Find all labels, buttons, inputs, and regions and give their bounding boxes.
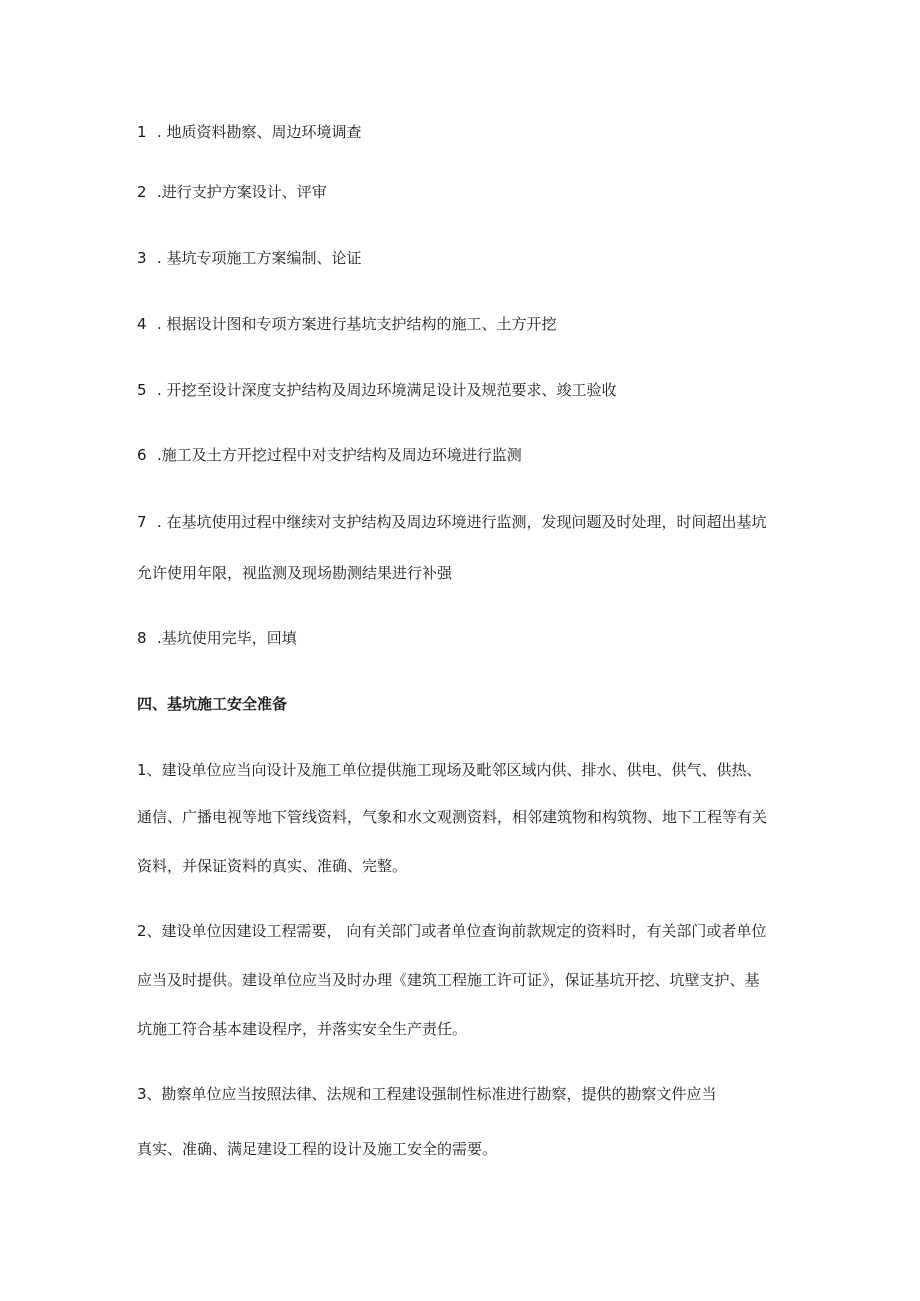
paragraph-line: 资料，并保证资料的真实、准确、完整。: [137, 857, 408, 875]
paragraph-line: 3、勘察单位应当按照法律、法规和工程建设强制性标准进行勘察，提供的勘察文件应当: [137, 1085, 717, 1103]
paragraph-line: 1、建设单位应当向设计及施工单位提供施工现场及毗邻区域内供、排水、供电、供气、供热、: [137, 761, 762, 779]
paragraph-line: 坑施工符合基本建设程序，并落实安全生产责任。: [137, 1020, 468, 1038]
step-number: 7: [137, 513, 147, 531]
step-item: [137, 122, 362, 142]
step-text: .进行支护方案设计、评审: [157, 183, 327, 201]
step-item: [137, 182, 327, 202]
paragraph-line: 通信、广播电视等地下管线资料，气象和水文观测资料，相邻建筑物和构筑物、地下工程等有关: [137, 808, 768, 826]
step-number: 8: [137, 629, 147, 647]
step-text: . 基坑专项施工方案编制、论证: [157, 249, 362, 267]
paragraph-line: 真实、准确、满足建设工程的设计及施工安全的需要。: [137, 1140, 498, 1158]
step-text: . 开挖至设计深度支护结构及周边环境满足设计及规范要求、竣工验收: [157, 381, 617, 399]
step-item: [137, 314, 557, 334]
step-item: [137, 380, 617, 400]
step-text: .基坑使用完毕，回填: [157, 629, 297, 647]
step-text: . 在基坑使用过程中继续对支护结构及周边环境进行监测，发现问题及时处理，时间超出基坑: [157, 513, 767, 531]
step-number: 5: [137, 381, 147, 399]
paragraph-line: 应当及时提供。建设单位应当及时办理《建筑工程施工许可证》，保证基坑开挖、坑壁支护、基: [137, 971, 760, 989]
step-number: 4: [137, 315, 147, 333]
step-item: [137, 628, 297, 648]
step-number: 6: [137, 446, 147, 464]
step-number: 3: [137, 249, 147, 267]
step-text: .施工及土方开挖过程中对支护结构及周边环境进行监测: [157, 446, 522, 464]
paragraph-line: 2、建设单位因建设工程需要， 向有关部门或者单位查询前款规定的资料时，有关部门或者单位: [137, 922, 767, 940]
step-item: [137, 445, 522, 465]
step-item: [137, 248, 362, 268]
step-text: . 地质资料勘察、周边环境调查: [157, 123, 362, 141]
section-heading: 四、基坑施工安全准备: [137, 695, 288, 713]
step-text: . 根据设计图和专项方案进行基坑支护结构的施工、土方开挖: [157, 315, 557, 333]
step-number: 2: [137, 183, 147, 201]
step-number: 1: [137, 123, 147, 141]
step-item: [137, 512, 767, 532]
step-continuation: 允许使用年限，视监测及现场勘测结果进行补强: [137, 564, 453, 582]
